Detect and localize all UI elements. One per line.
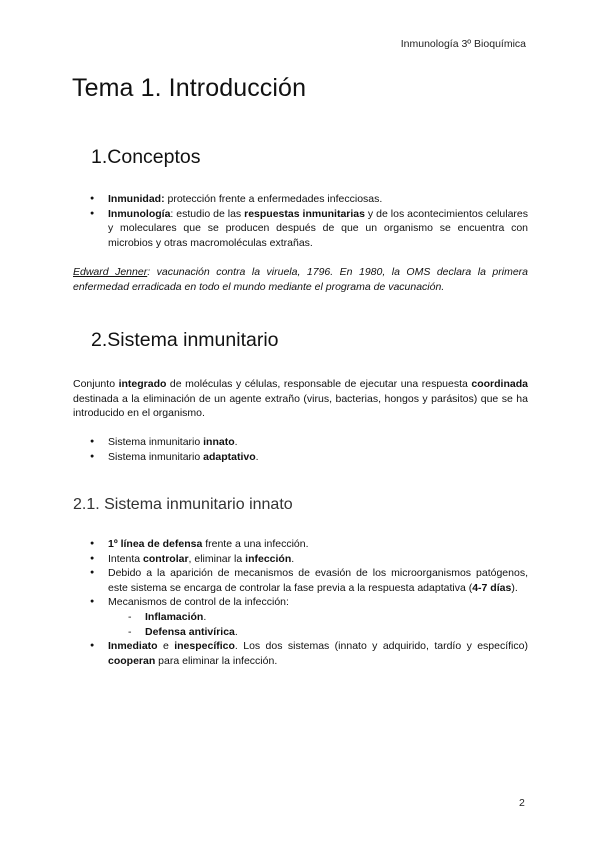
term-inmunidad: Inmunidad: <box>108 193 165 205</box>
mecanismos-sublist <box>108 610 528 639</box>
bold-text: adaptativo <box>203 450 256 463</box>
text: Intenta <box>108 552 144 565</box>
page-title: Tema 1. Introducción <box>72 74 307 102</box>
text: e <box>157 640 175 653</box>
text: . <box>234 625 238 638</box>
tipos-sistema-list <box>90 435 528 464</box>
text: . <box>255 450 259 463</box>
text: , eliminar la <box>188 552 246 565</box>
bold-text: Inmediato <box>108 640 158 653</box>
text: . <box>234 436 238 448</box>
bold-text: infección <box>245 552 292 565</box>
text: Sistema inmunitario <box>108 436 204 448</box>
list-item <box>90 595 528 639</box>
text: . <box>203 610 207 623</box>
text: frente a una infección. <box>202 538 309 550</box>
section-heading-sistema-inmunitario: 2.Sistema inmunitario <box>91 329 279 351</box>
bold-text: innato <box>203 436 235 448</box>
bold-text: respuestas inmunitarias <box>244 207 365 220</box>
text: Conjunto <box>73 378 119 390</box>
text: ). <box>511 581 518 594</box>
list-item <box>90 552 528 567</box>
bold-text: inespecífico <box>174 640 235 653</box>
sistema-inmunitario-paragraph <box>73 377 528 421</box>
bold-text: Inflamación <box>145 610 204 623</box>
text: Sistema inmunitario <box>108 450 204 463</box>
innato-list <box>90 537 528 668</box>
page-header: Inmunología 3º Bioquímica <box>400 38 526 50</box>
term-inmunologia: Inmunología <box>108 207 171 220</box>
list-item <box>90 207 528 251</box>
bold-text: 4-7 días <box>472 581 512 594</box>
list-item <box>90 566 528 595</box>
list-item <box>90 435 528 450</box>
text: Debido a la aparición de mecanismos de evasión de los microorganismos patógenos, este sistema se encarga de controlar la fase previa a la respuesta adaptativa ( <box>108 567 528 594</box>
bold-text: Defensa antivírica <box>145 625 235 638</box>
page-number: 2 <box>519 797 525 809</box>
text: Mecanismos de control de la infección: <box>108 596 289 609</box>
bold-text: 1º línea de defensa <box>108 538 203 550</box>
subsection-heading-innato: 2.1. Sistema inmunitario innato <box>73 496 293 513</box>
conceptos-list <box>90 192 528 250</box>
bold-text: integrado <box>118 378 167 390</box>
text: . <box>291 552 295 565</box>
bold-text: coordinada <box>471 378 528 390</box>
section-heading-conceptos: 1.Conceptos <box>91 146 201 168</box>
sublist-item <box>128 610 528 625</box>
jenner-text: : vacunación contra la viruela, 1796. En 1980, la OMS declara la primera enfermedad erradicada en todo el mundo mediante el programa de vacunación. <box>73 266 529 293</box>
list-item <box>90 537 528 552</box>
jenner-note <box>73 265 528 294</box>
bold-text: controlar <box>143 552 189 565</box>
list-item <box>90 639 528 668</box>
bold-text: cooperan <box>108 654 156 667</box>
text: de moléculas y células, responsable de ejecutar una respuesta <box>166 378 472 390</box>
text: . Los dos sistemas (innato y adquirido, tardío y específico) <box>234 640 528 653</box>
sublist-item <box>128 625 528 640</box>
definition-text: protección frente a enfermedades infecciosas. <box>164 193 383 205</box>
list-item <box>90 192 528 207</box>
definition-text: y de los acontecimientos celulares y moleculares que se producen después de que un organismo se encuentra con microbios y otras macromoléculas extrañas. <box>108 207 528 249</box>
jenner-name: Edward Jenner <box>73 266 148 278</box>
text: para eliminar la infección. <box>155 654 278 667</box>
list-item <box>90 450 528 465</box>
definition-text: : estudio de las <box>170 207 245 220</box>
text: destinada a la eliminación de un agente extraño (virus, bacterias, hongos y parásitos) que se ha introducido en el organismo. <box>73 392 528 420</box>
